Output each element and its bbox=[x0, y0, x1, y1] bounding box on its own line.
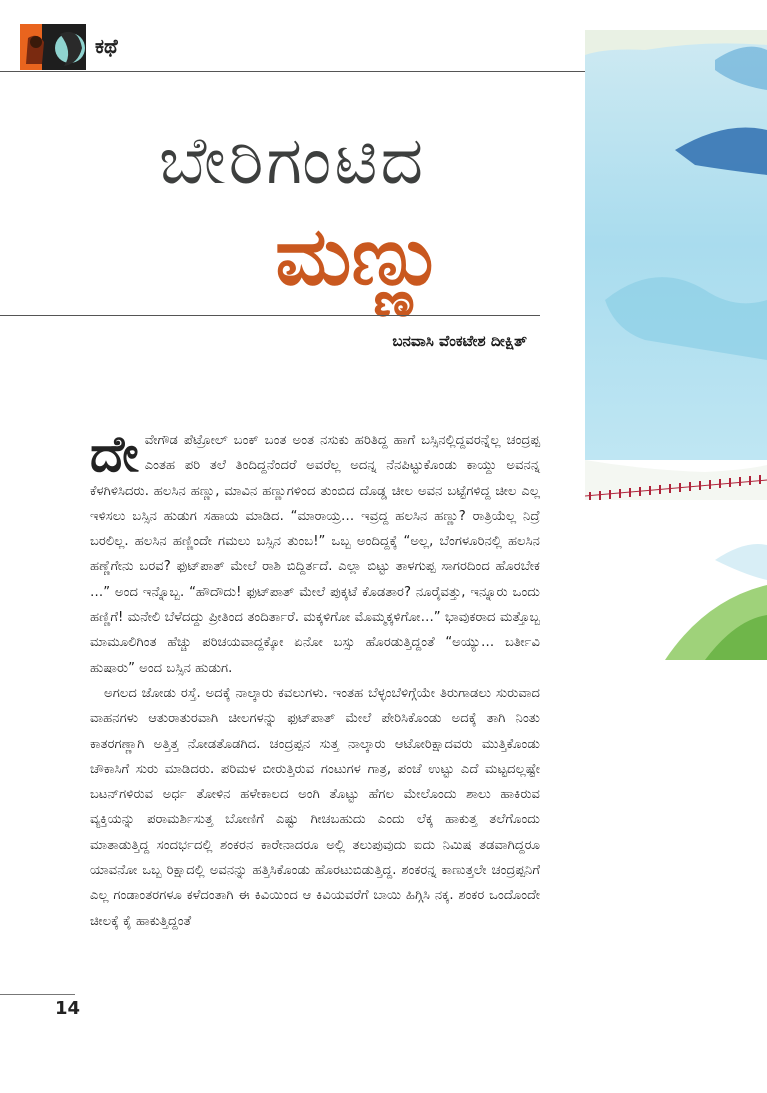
page-number: 14 bbox=[55, 998, 81, 1019]
author-byline: ಬನವಾಸಿ ವೆಂಕಟೇಶ ದೀಕ್ಷಿತ್ bbox=[392, 332, 527, 350]
section-header bbox=[20, 24, 585, 72]
watercolor-illustration bbox=[585, 0, 767, 660]
folio-divider bbox=[0, 994, 75, 995]
drop-cap: ದೇ bbox=[90, 425, 139, 483]
article-paragraph bbox=[90, 425, 540, 681]
story-section-logo-icon bbox=[20, 24, 86, 70]
article-paragraph: ಅಗಲದ ಜೋಡು ರಸ್ತೆ. ಅದಕ್ಕೆ ನಾಲ್ಕಾರು ಕವಲುಗಳು. ಇಂತಹ ಬೆಳ್ಳಂಬೆಳಿಗ್ಗೆಯೇ ತಿರುಗಾಡಲು ಸುರುವಾದ ವಾಹನಗಳು ಆತುರಾತುರವಾಗಿ ಚೀಲಗಳನ್ನು ಫುಟ್‌ಪಾತ್ ಮೇಲೆ ಪೇರಿಸಿಕೊಂಡು ಅದಕ್ಕೆ ತಾಗಿ ನಿಂತು ಕಾತರಗಣ್ಣಾಗಿ ಅತ್ತಿತ್ತ ನೋಡತೊಡಗಿದ. ಚಂದ್ರಪ್ಪನ ಸುತ್ತ ನಾಲ್ಕಾರು ಆಟೋರಿಕ್ಷಾದವರು ಮುತ್ತಿಕೊಂಡು ಚೌಕಾಸಿಗೆ ಸುರು ಮಾಡಿದರು. ಪರಿಮಳ ಬೀರುತ್ತಿರುವ ಗಂಟುಗಳ ಗಾತ್ರ, ಪಂಚೆ ಉಟ್ಟು ಎದೆ ಮಟ್ಟದಲ್ಲಷ್ಟೇ ಬಟನ್‌ಗಳಿರುವ ಅರ್ಧ ತೋಳಿನ ಹಳೇಕಾಲದ ಅಂಗಿ ತೊಟ್ಟು ಹೆಗಲ ಮೇಲೊಂದು ಶಾಲು ಹಾಕಿರುವ ವ್ಯಕ್ತಿಯನ್ನು ಪರಾಮರ್ಶಿಸುತ್ತ ಬೋಣಿಗೆ ಎಷ್ಟು ಗೀಚಬಹುದು ಎಂದು ಲೆಕ್ಕ ಹಾಕುತ್ತ ತಲೆಗೊಂದು ಮಾತಾಡುತ್ತಿದ್ದ ಸಂದರ್ಭದಲ್ಲಿ ಶಂಕರನ ಕಾರೇನಾದರೂ ಅಲ್ಲಿ ತಲುಪುವುದು ಐದು ನಿಮಿಷ ತಡವಾಗಿದ್ದರೂ ಯಾವನೋ ಒಬ್ಬ ರಿಕ್ಷಾದಲ್ಲಿ ಅವನನ್ನು ಹತ್ತಿಸಿಕೊಂಡು ಹೊರಟುಬಿಡುತ್ತಿದ್ದ. ಶಂಕರನ್ನ ಕಾಣುತ್ತಲೇ ಚಂದ್ರಪ್ಪನಿಗೆ ಎಲ್ಲ ಗಂಡಾಂತರಗಳೂ ಕಳೆದಂತಾಗಿ ಈ ಕಿವಿಯಿಂದ ಆ ಕಿವಿಯವರೆಗೆ ಬಾಯಿ ಹಿಗ್ಗಿಸಿ ನಕ್ಕ. ಶಂಕರ ಒಂದೊಂದೇ ಚೀಲಕ್ಕೆ ಕೈ ಹಾಕುತ್ತಿದ್ದಂತೆ bbox=[90, 685, 540, 929]
paragraph-text: ವೇಗೌಡ ಪೆಟ್ರೋಲ್ ಬಂಕ್ ಬಂತ ಅಂತ ನಸುಕು ಹರಿತಿದ್ದ ಹಾಗೆ ಬಸ್ಸಿನಲ್ಲಿದ್ದವರನ್ನೆಲ್ಲ ಚಂದ್ರಪ್ಪ ಎಂತಹ ಪರಿ ತಲೆ ತಿಂದಿದ್ದನೆಂದರೆ ಅವರೆಲ್ಲ ಅದನ್ನ ನೆನಪಿಟ್ಟುಕೊಂಡು ಕಾಯ್ದು ಅವನನ್ನ ಕೆಳಗಿಳಿಸಿದರು. ಹಲಸಿನ ಹಣ್ಣು, ಮಾವಿನ ಹಣ್ಣುಗಳಿಂದ ತುಂಬಿದ ದೊಡ್ಡ ಚೀಲ ಅವನ ಬಟ್ಟೆಗಳಿದ್ದ ಚೀಲ ಎಲ್ಲ ಇಳಿಸಲು ಬಸ್ಸಿನ ಹುಡುಗ ಸಹಾಯ ಮಾಡಿದ. “ಮಾರಾಯ್ರ… ಇವ್ರದ್ದ ಹಲಸಿನ ಹಣ್ಣು? ರಾತ್ರಿಯೆಲ್ಲ ನಿದ್ರೆ ಬರಲಿಲ್ಲ. ಹಲಸಿನ ಹಣ್ಣಿಂದೇ ಗಮಲು ಬಸ್ಸಿನ ತುಂಬ!” ಒಬ್ಬ ಅಂದಿದ್ದಕ್ಕೆ “ಅಲ್ಲ, ಬೆಂಗಳೂರಿನಲ್ಲಿ ಹಲಸಿನ ಹಣ್ಣೆಗೇನು ಬರವ? ಫುಟ್‌ಪಾತ್ ಮೇಲೆ ರಾಶಿ ಬಿದ್ದಿರ್ತದೆ. ಎಲ್ಲಾ ಬಿಟ್ಟು ತಾಳಗುಪ್ಪ ಸಾಗರದಿಂದ ಹೊರಬೇಕ …” ಅಂದ ಇನ್ನೊಬ್ಬ. “ಹೌದೌದು! ಫುಟ್‌ಪಾತ್ ಮೇಲೆ ಪುಕ್ಕಟೆ ಕೊಡತಾರ? ನೂರೈವತ್ತು, ಇನ್ನೂರು ಒಂದು ಹಣ್ಣಿಗೆ! ಮನೇಲಿ ಬೆಳೆದದ್ದು ಪ್ರೀತಿಂದ ತಂದಿರ್ತಾರೆ. ಮಕ್ಕಳಿಗೋ ಮೊಮ್ಮಕ್ಕಳಿಗೋ…” ಭಾವುಕರಾದ ಮತ್ತೊಬ್ಬ ಮಾಮೂಲಿಗಿಂತ ಹೆಚ್ಚು ಪರಿಚಯವಾದ್ದಕ್ಕೋ ಏನೋ ಬಸ್ಸು ಹೊರಡುತ್ತಿದ್ದಂತೆ “ಅಯ್ಯು… ಬರ್ತೀವಿ ಹುಷಾರು” ಅಂದ ಬಸ್ಸಿನ ಹುಡುಗ. bbox=[90, 433, 540, 676]
section-label: ಕಥೆ bbox=[95, 34, 118, 58]
article-body bbox=[90, 425, 540, 934]
header-divider bbox=[0, 71, 585, 72]
story-title-line2: ಮಣ್ಣು bbox=[275, 210, 445, 303]
title-divider bbox=[0, 315, 540, 316]
story-title-line1: ಬೇರಿಗಂಟಿದ bbox=[158, 122, 427, 199]
